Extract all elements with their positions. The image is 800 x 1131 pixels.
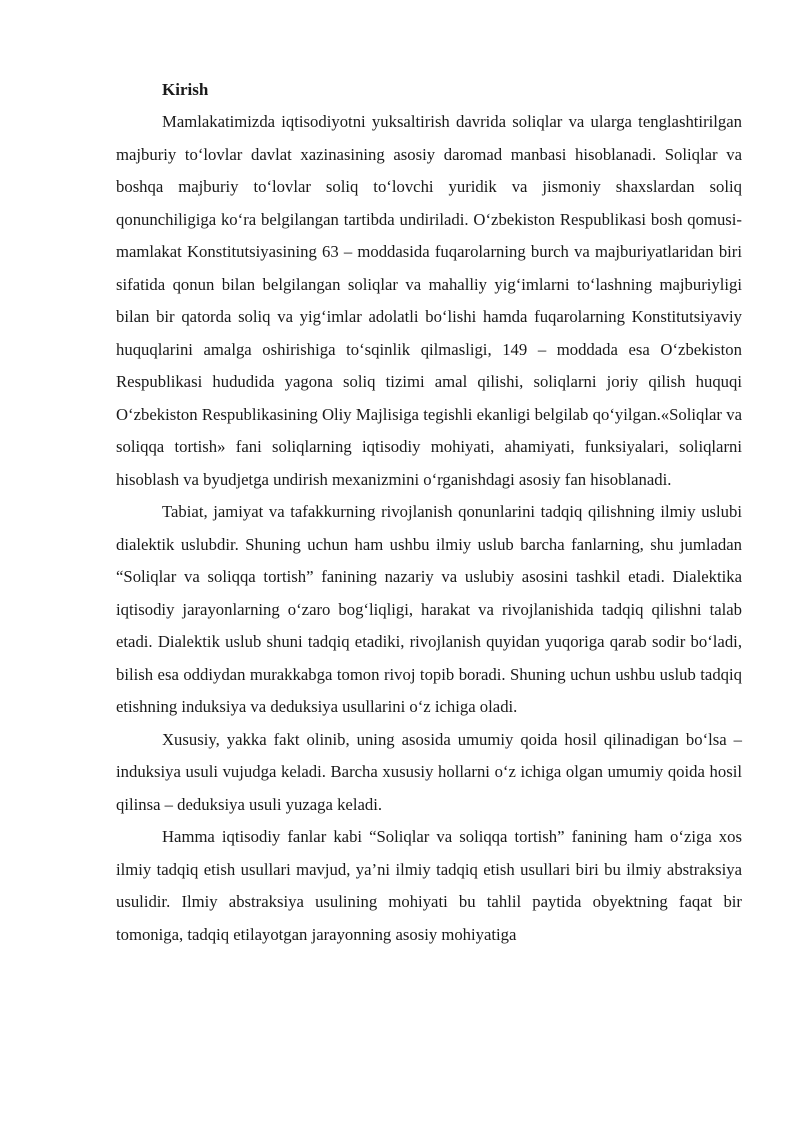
- section-heading: Kirish: [162, 80, 209, 99]
- paragraph-scientific-abstraction: Hamma iqtisodiy fanlar kabi “Soliqlar va soliqqa tortish” fanining ham o‘ziga xos ilmiy tadqiq etish usullari mavjud, ya’ni ilmiy tadqiq etish usullari biri bu ilmiy abstraksiya usulidir. Ilmiy abstraksiya usulining mohiyati bu tahlil paytida obyektning faqat bir tomoniga, tadqiq etilayotgan jarayonning asosiy mohiyatiga: [116, 827, 742, 944]
- paragraph-dialectic-method: Tabiat, jamiyat va tafakkurning rivojlanish qonunlarini tadqiq qilishning ilmiy uslubi dialektik uslubdir. Shuning uchun ham ushbu ilmiy uslub barcha fanlarning, shu jumladan “Soliqlar va soliqqa tortish” fanining nazariy va uslubiy asosini tashkil etadi. Dialektika iqtisodiy jarayonlarning o‘zaro bog‘liqligi, harakat va rivojlanishida tadqiq qilishni talab etadi. Dialektik uslub shuni tadqiq etadiki, rivojlanish quyidan yuqoriga qarab sodir bo‘ladi, bilish esa oddiydan murakkabga tomon rivoj topib boradi. Shuning uchun ushbu uslub tadqiq etishning induksiya va deduksiya usullarini o‘z ichiga oladi.: [116, 502, 742, 716]
- paragraph-induction-deduction: Xususiy, yakka fakt olinib, uning asosida umumiy qoida hosil qilinadigan bo‘lsa – induksiya usuli vujudga keladi. Barcha xususiy hollarni o‘z ichiga olgan umumiy qoida hosil qilinsa – deduksiya usuli yuzaga keladi.: [116, 729, 742, 814]
- paragraph-introduction: Mamlakatimizda iqtisodiyotni yuksaltirish davrida soliqlar va ularga tenglashtirilgan majburiy to‘lovlar davlat xazinasining asosiy daromad manbasi hisoblanadi. Soliqlar va boshqa majburiy to‘lovlar soliq to‘lovchi yuridik va jismoniy shaxslardan soliq qonunchiligiga ko‘ra belgilangan tartibda undiriladi. O‘zbekiston Respublikasi bosh qomusi-mamlakat Konstitutsiyasining 63 – moddasida fuqarolarning burch va majburiyatlaridan biri sifatida qonun bilan belgilangan soliqlar va mahalliy yig‘imlarni to‘lashning majburiyligi bilan bir qatorda soliq va yig‘imlar adolatli bo‘lishi hamda fuqarolarning Konstitutsiyaviy huquqlarini amalga oshirishiga to‘sqinlik qilmasligi, 149 – moddada esa O‘zbekiston Respublikasi hududida yagona soliq tizimi amal qilishi, soliqlarni joriy qilish huquqi O‘zbekiston Respublikasining Oliy Majlisiga tegishli ekanligi belgilab qo‘yilgan.«Soliqlar va soliqqa tortish» fani soliqlarning iqtisodiy mohiyati, ahamiyati, funksiyalari, soliqlarni hisoblash va byudjetga undirish mexanizmini o‘rganishdagi asosiy fan hisoblanadi.: [116, 112, 742, 489]
